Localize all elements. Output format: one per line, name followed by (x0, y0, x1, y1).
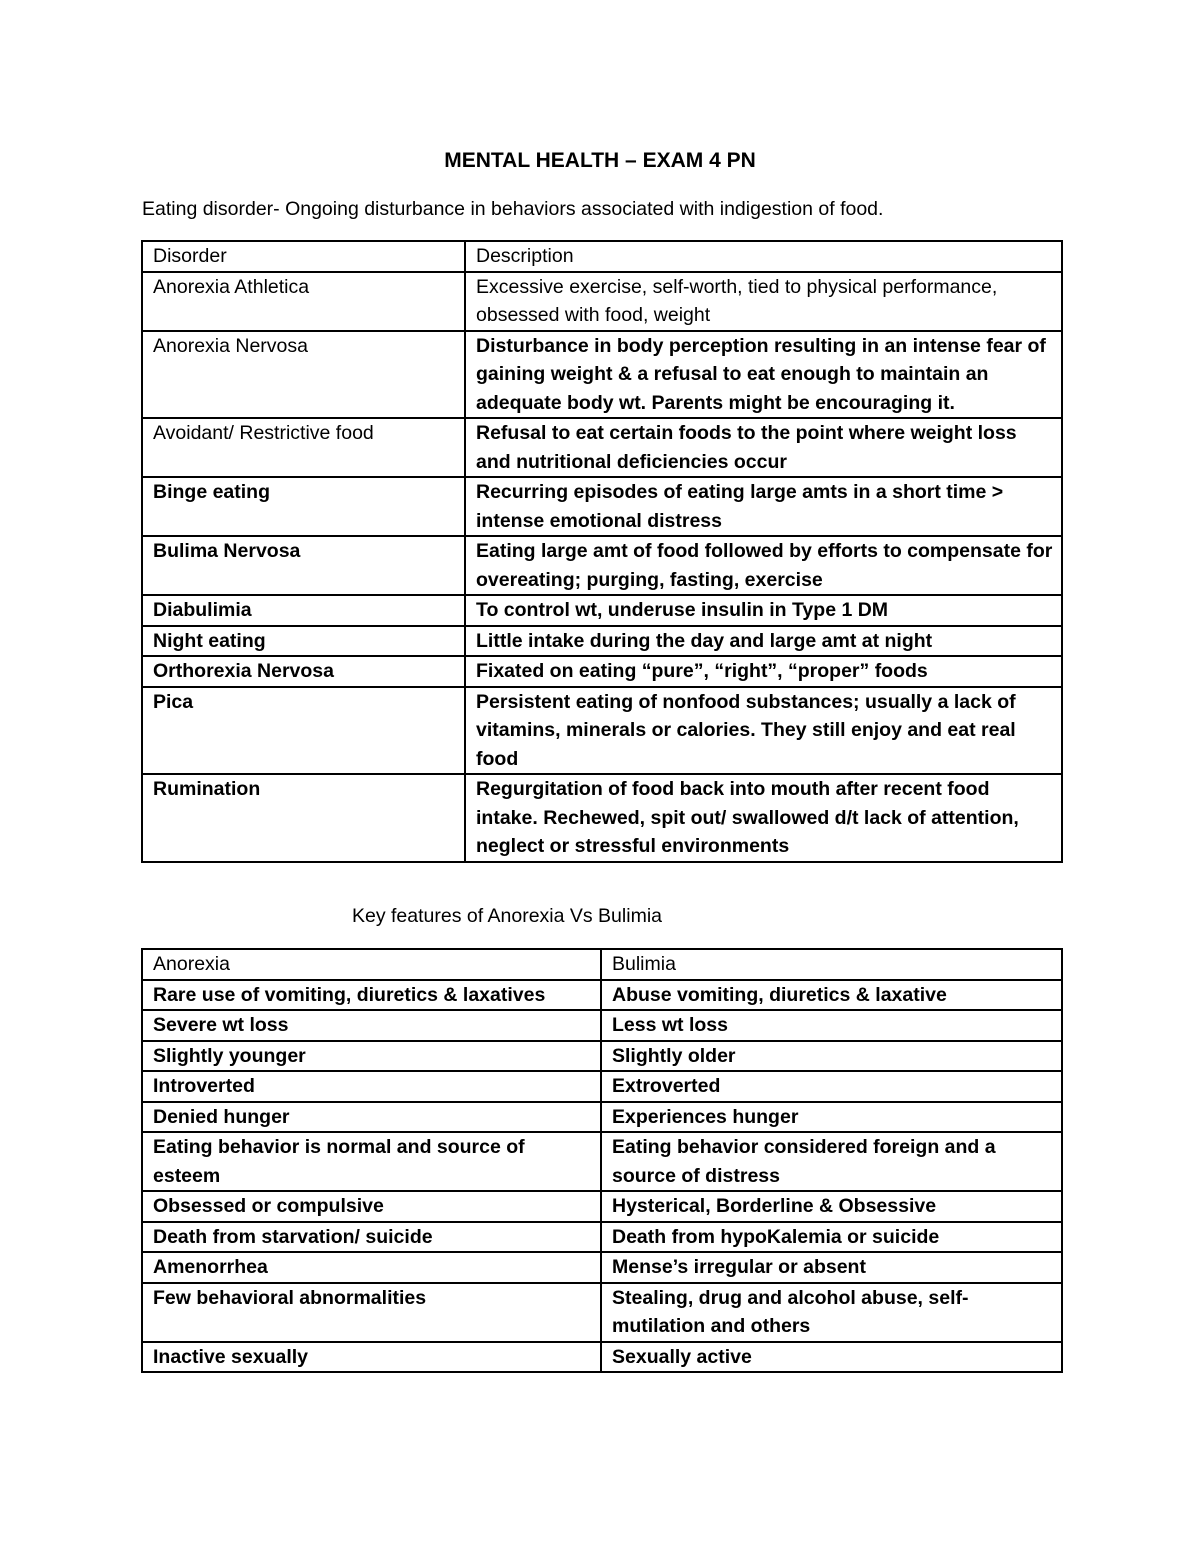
table-row (142, 1191, 1062, 1222)
table-cell: Slightly younger (142, 1041, 601, 1072)
table-cell: Fixated on eating “pure”, “right”, “proper” foods (465, 656, 1062, 687)
table-cell: Recurring episodes of eating large amts in a short time > intense emotional distress (465, 477, 1062, 536)
table-cell: Stealing, drug and alcohol abuse, self-mutilation and others (601, 1283, 1062, 1342)
table-header-cell: Anorexia (142, 949, 601, 980)
table-row (142, 1283, 1062, 1342)
table-cell: Abuse vomiting, diuretics & laxative (601, 980, 1062, 1011)
table-cell: Regurgitation of food back into mouth after recent food intake. Rechewed, spit out/ swallowed d/t lack of attention, neglect or stressful environments (465, 774, 1062, 862)
table-cell: Excessive exercise, self-worth, tied to physical performance, obsessed with food, weight (465, 272, 1062, 331)
table-cell: Death from hypoKalemia or suicide (601, 1222, 1062, 1253)
table-cell: Persistent eating of nonfood substances; usually a lack of vitamins, minerals or calories. They still enjoy and eat real food (465, 687, 1062, 775)
table-row (142, 774, 1062, 862)
table-row (142, 626, 1062, 657)
table-row (142, 1342, 1062, 1373)
table-cell: Severe wt loss (142, 1010, 601, 1041)
table-cell: Slightly older (601, 1041, 1062, 1072)
table-row (142, 980, 1062, 1011)
table-cell: To control wt, underuse insulin in Type 1 DM (465, 595, 1062, 626)
table-cell: Mense’s irregular or absent (601, 1252, 1062, 1283)
table-cell: Introverted (142, 1071, 601, 1102)
intro-text: Eating disorder- Ongoing disturbance in behaviors associated with indigestion of food. (142, 198, 884, 220)
table-cell: Binge eating (142, 477, 465, 536)
table-cell: Sexually active (601, 1342, 1062, 1373)
comparison-title: Key features of Anorexia Vs Bulimia (352, 905, 662, 927)
table-row (142, 1132, 1062, 1191)
table-cell: Denied hunger (142, 1102, 601, 1133)
table-header-cell: Bulimia (601, 949, 1062, 980)
table-row (142, 331, 1062, 419)
table-cell: Rare use of vomiting, diuretics & laxatives (142, 980, 601, 1011)
table-cell: Death from starvation/ suicide (142, 1222, 601, 1253)
table-row (142, 1041, 1062, 1072)
table-header-row (142, 949, 1062, 980)
table-cell: Night eating (142, 626, 465, 657)
disorders-table-body (142, 241, 1062, 862)
table-cell: Avoidant/ Restrictive food (142, 418, 465, 477)
comparison-table-body (142, 949, 1062, 1372)
page-title: MENTAL HEALTH – EXAM 4 PN (444, 149, 756, 172)
comparison-table (141, 948, 1063, 1373)
table-cell: Diabulimia (142, 595, 465, 626)
table-cell: Inactive sexually (142, 1342, 601, 1373)
table-cell: Disturbance in body perception resulting in an intense fear of gaining weight & a refusal to eat enough to maintain an adequate body wt. Parents might be encouraging it. (465, 331, 1062, 419)
table-cell: Eating behavior is normal and source of esteem (142, 1132, 601, 1191)
table-row (142, 418, 1062, 477)
table-row (142, 1071, 1062, 1102)
table-cell: Obsessed or compulsive (142, 1191, 601, 1222)
table-cell: Little intake during the day and large amt at night (465, 626, 1062, 657)
disorders-table (141, 240, 1063, 863)
table-cell: Eating behavior considered foreign and a source of distress (601, 1132, 1062, 1191)
table-header-row (142, 241, 1062, 272)
table-row (142, 595, 1062, 626)
table-row (142, 656, 1062, 687)
table-cell: Pica (142, 687, 465, 775)
table-row (142, 1010, 1062, 1041)
table-cell: Experiences hunger (601, 1102, 1062, 1133)
table-row (142, 1102, 1062, 1133)
table-cell: Few behavioral abnormalities (142, 1283, 601, 1342)
table-row (142, 1222, 1062, 1253)
table-row (142, 477, 1062, 536)
table-cell: Hysterical, Borderline & Obsessive (601, 1191, 1062, 1222)
table-cell: Refusal to eat certain foods to the point where weight loss and nutritional deficiencies occur (465, 418, 1062, 477)
table-cell: Orthorexia Nervosa (142, 656, 465, 687)
table-header-cell: Description (465, 241, 1062, 272)
table-row (142, 687, 1062, 775)
table-cell: Anorexia Nervosa (142, 331, 465, 419)
table-cell: Bulima Nervosa (142, 536, 465, 595)
table-cell: Eating large amt of food followed by efforts to compensate for overeating; purging, fasting, exercise (465, 536, 1062, 595)
table-cell: Anorexia Athletica (142, 272, 465, 331)
table-row (142, 1252, 1062, 1283)
table-cell: Extroverted (601, 1071, 1062, 1102)
table-cell: Rumination (142, 774, 465, 862)
table-row (142, 272, 1062, 331)
table-cell: Less wt loss (601, 1010, 1062, 1041)
table-cell: Amenorrhea (142, 1252, 601, 1283)
table-row (142, 536, 1062, 595)
table-header-cell: Disorder (142, 241, 465, 272)
